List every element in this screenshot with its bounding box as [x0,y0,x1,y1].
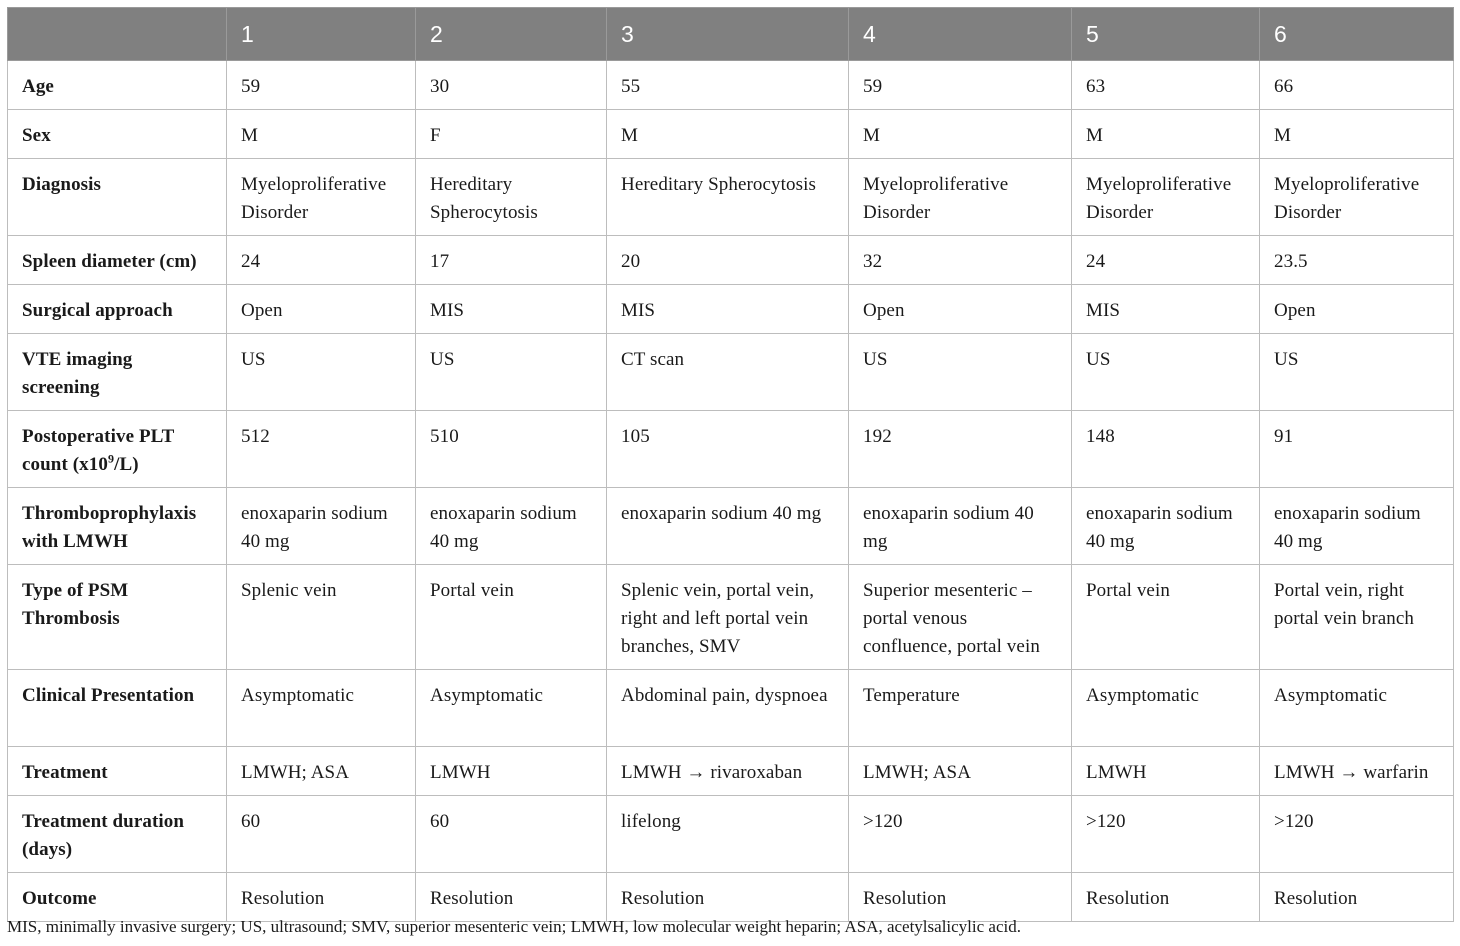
table-cell: >120 [849,796,1072,873]
row-label-outcome: Outcome [8,873,227,922]
table-cell: MIS [416,285,607,334]
table-cell: Portal vein [1072,565,1260,670]
table-cell: 23.5 [1260,236,1454,285]
table-cell: 59 [849,61,1072,110]
table-cell: enoxaparin sodium 40 mg [849,488,1072,565]
case-table-container [7,7,1453,922]
table-cell: US [849,334,1072,411]
table-cell: 91 [1260,411,1454,488]
table-cell: LMWH [416,747,607,796]
table-row-surgical-approach [8,285,1454,334]
table-row-spleen-diameter [8,236,1454,285]
table-cell: 24 [227,236,416,285]
table-cell: Open [1260,285,1454,334]
table-cell: 59 [227,61,416,110]
table-cell: Open [227,285,416,334]
table-row-outcome [8,873,1454,922]
table-cell: enoxaparin sodium 40 mg [416,488,607,565]
table-cell: US [1072,334,1260,411]
table-cell: M [849,110,1072,159]
row-label-age: Age [8,61,227,110]
table-cell: Asymptomatic [227,670,416,747]
header-cell-case-2: 2 [416,8,607,61]
table-cell: Asymptomatic [1072,670,1260,747]
table-cell: Splenic vein [227,565,416,670]
row-label-clinical-presentation: Clinical Presentation [8,670,227,747]
header-cell-case-5: 5 [1072,8,1260,61]
table-row-treatment [8,747,1454,796]
table-cell: Myeloproliferative Disorder [1072,159,1260,236]
table-cell: M [1072,110,1260,159]
table-cell: Myeloproliferative Disorder [849,159,1072,236]
table-header-row [8,8,1454,61]
table-cell: MIS [1072,285,1260,334]
table-cell: M [607,110,849,159]
row-label-sex: Sex [8,110,227,159]
table-cell: lifelong [607,796,849,873]
table-cell: >120 [1260,796,1454,873]
table-cell: 105 [607,411,849,488]
table-cell: F [416,110,607,159]
patient-case-table [7,7,1454,922]
table-row-plt-count [8,411,1454,488]
table-cell: Resolution [849,873,1072,922]
table-cell: enoxaparin sodium 40 mg [607,488,849,565]
table-row-diagnosis [8,159,1454,236]
table-cell: 63 [1072,61,1260,110]
header-cell-case-4: 4 [849,8,1072,61]
table-footnote: MIS, minimally invasive surgery; US, ultrasound; SMV, superior mesenteric vein; LMWH, low molecular weight heparin; ASA, acetylsalicylic acid. [7,917,1021,936]
table-cell: 17 [416,236,607,285]
table-row-treatment-duration [8,796,1454,873]
table-row-sex [8,110,1454,159]
table-cell: Hereditary Spherocytosis [416,159,607,236]
table-cell: CT scan [607,334,849,411]
table-cell: 148 [1072,411,1260,488]
row-label-diagnosis: Diagnosis [8,159,227,236]
table-cell: Superior mesenteric – portal venous confluence, portal vein [849,565,1072,670]
table-cell: 192 [849,411,1072,488]
table-cell: Resolution [227,873,416,922]
row-label-plt-count [8,411,227,488]
header-cell-blank [8,8,227,61]
row-label-surgical-approach: Surgical approach [8,285,227,334]
table-cell: enoxaparin sodium 40 mg [227,488,416,565]
table-row-age [8,61,1454,110]
table-cell: >120 [1072,796,1260,873]
table-cell: 30 [416,61,607,110]
table-cell: Hereditary Spherocytosis [607,159,849,236]
table-row-clinical-presentation [8,670,1454,747]
table-cell: 24 [1072,236,1260,285]
row-label-spleen-diameter: Spleen diameter (cm) [8,236,227,285]
table-cell: Open [849,285,1072,334]
table-cell: enoxaparin sodium 40 mg [1260,488,1454,565]
row-label-treatment-duration: Treatment duration (days) [8,796,227,873]
table-cell: US [227,334,416,411]
table-cell: Asymptomatic [416,670,607,747]
table-row-thrombosis-type [8,565,1454,670]
table-cell: Temperature [849,670,1072,747]
table-cell: Resolution [607,873,849,922]
table-cell: M [1260,110,1454,159]
table-cell: Portal vein [416,565,607,670]
table-cell: 66 [1260,61,1454,110]
table-cell: 32 [849,236,1072,285]
plt-label-unit: /L) [114,454,139,475]
table-cell: LMWH; ASA [227,747,416,796]
table-cell: 510 [416,411,607,488]
table-cell: Asymptomatic [1260,670,1454,747]
table-cell: 60 [416,796,607,873]
table-cell: Resolution [416,873,607,922]
table-cell: Myeloproliferative Disorder [1260,159,1454,236]
table-cell: LMWH → rivaroxaban [607,747,849,796]
table-cell: 512 [227,411,416,488]
table-cell: Portal vein, right portal vein branch [1260,565,1454,670]
table-cell: 60 [227,796,416,873]
table-row-vte-imaging [8,334,1454,411]
table-row-thromboprophylaxis [8,488,1454,565]
table-cell: MIS [607,285,849,334]
row-label-thromboprophylaxis: Thromboprophylaxis with LMWH [8,488,227,565]
table-cell: Resolution [1072,873,1260,922]
table-cell: Myeloproliferative Disorder [227,159,416,236]
plt-label-text: Postoperative PLT count (x10 [22,426,175,475]
table-cell: US [416,334,607,411]
table-cell: Abdominal pain, dyspnoea [607,670,849,747]
plt-label-superscript: 9 [107,451,115,466]
header-cell-case-3: 3 [607,8,849,61]
header-cell-case-1: 1 [227,8,416,61]
table-cell: LMWH → warfarin [1260,747,1454,796]
table-cell: M [227,110,416,159]
row-label-treatment: Treatment [8,747,227,796]
table-cell: 20 [607,236,849,285]
table-cell: US [1260,334,1454,411]
header-cell-case-6: 6 [1260,8,1454,61]
table-cell: LMWH; ASA [849,747,1072,796]
table-cell: LMWH [1072,747,1260,796]
table-cell: Splenic vein, portal vein, right and left portal vein branches, SMV [607,565,849,670]
table-cell: 55 [607,61,849,110]
table-cell: Resolution [1260,873,1454,922]
row-label-vte-imaging: VTE imaging screening [8,334,227,411]
row-label-thrombosis-type: Type of PSM Thrombosis [8,565,227,670]
table-cell: enoxaparin sodium 40 mg [1072,488,1260,565]
